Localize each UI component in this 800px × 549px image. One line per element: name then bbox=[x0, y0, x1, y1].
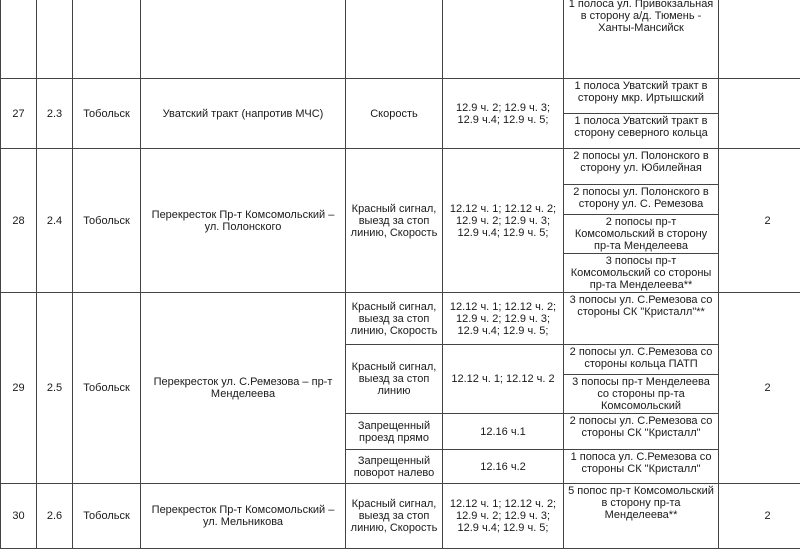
violation-type: Красный сигнал, выезд за стоп линию bbox=[346, 345, 443, 414]
violation-type: Запрещенный проезд прямо bbox=[346, 414, 443, 450]
row-location: Перекресток Пр-т Комсомольский – ул. Полонского bbox=[141, 149, 346, 293]
violation-type: Красный сигнал, выезд за стоп линию, Скорость bbox=[346, 293, 443, 345]
row-number: 30 bbox=[1, 484, 37, 549]
table-row bbox=[1, 0, 800, 79]
article-list: 12.9 ч. 2; 12.9 ч. 3; 12.9 ч.4; 12.9 ч. 5; bbox=[443, 79, 564, 149]
table-row bbox=[1, 149, 800, 185]
violation-type bbox=[346, 0, 443, 79]
row-number: 27 bbox=[1, 79, 37, 149]
article-list: 12.12 ч. 1; 12.12 ч. 2 bbox=[443, 345, 564, 414]
violation-type: Красный сигнал, выезд за стоп линию, Скорость bbox=[346, 149, 443, 293]
lane-description: 3 попосы пр-т Менделеева со стороны пр-та Комсомольский bbox=[564, 375, 719, 414]
lane-description: 1 полоса ул. Привокзальная в сторону а/д. Тюмень - Ханты-Мансийск bbox=[564, 0, 719, 79]
row-city: Тобольск bbox=[73, 79, 141, 149]
lane-description: 5 попос пр-т Комсомольский в сторону пр-та Менделеева** bbox=[564, 484, 719, 549]
camera-count bbox=[719, 0, 800, 79]
table-row bbox=[1, 484, 800, 549]
lane-description: 2 попосы ул. Полонского в сторону ул. Юбилейная bbox=[564, 149, 719, 185]
article-list: 12.16 ч.1 bbox=[443, 414, 564, 450]
row-city: Тобольск bbox=[73, 293, 141, 484]
lane-description: 2 попосы ул. С.Ремезова со стороны СК "Кристалл" bbox=[564, 414, 719, 450]
lane-description: 3 попосы ул. С.Ремезова со стороны СК "Кристалл"** bbox=[564, 293, 719, 345]
row-number: 28 bbox=[1, 149, 37, 293]
row-code: 2.5 bbox=[37, 293, 73, 484]
lane-description: 2 попосы пр-т Комсомольский в сторону пр-та Менделеева bbox=[564, 215, 719, 254]
row-location: Уватский тракт (напротив МЧС) bbox=[141, 79, 346, 149]
article-list: 12.12 ч. 1; 12.12 ч. 2; 12.9 ч. 2; 12.9 ч. 3; 12.9 ч.4; 12.9 ч. 5; bbox=[443, 484, 564, 549]
violation-type: Красный сигнал, выезд за стоп линию, Скорость bbox=[346, 484, 443, 549]
article-list: 12.12 ч. 1; 12.12 ч. 2; 12.9 ч. 2; 12.9 ч. 3; 12.9 ч.4; 12.9 ч. 5; bbox=[443, 293, 564, 345]
article-list: 12.12 ч. 1; 12.12 ч. 2; 12.9 ч. 2; 12.9 ч. 3; 12.9 ч.4; 12.9 ч. 5; bbox=[443, 149, 564, 293]
row-location: Перекресток Пр-т Комсомольский – ул. Мельникова bbox=[141, 484, 346, 549]
table-row bbox=[1, 293, 800, 345]
lane-description: 3 попосы пр-т Комсомольский со стороны пр-та Менделеева** bbox=[564, 254, 719, 293]
lane-description: 1 попоса ул. С.Ремезова со стороны СК "Кристалл" bbox=[564, 450, 719, 484]
article-list bbox=[443, 0, 564, 79]
camera-count bbox=[719, 79, 800, 149]
lane-description: 2 попосы ул. С.Ремезова со стороны кольца ПАТП bbox=[564, 345, 719, 375]
row-code: 2.3 bbox=[37, 79, 73, 149]
lane-description: 1 полоса Уватский тракт в сторону северного кольца bbox=[564, 114, 719, 149]
row-code bbox=[37, 0, 73, 79]
lane-description: 1 полоса Уватский тракт в сторону мкр. Иртышский bbox=[564, 79, 719, 114]
row-code: 2.6 bbox=[37, 484, 73, 549]
camera-count: 2 bbox=[719, 484, 800, 549]
camera-count: 2 bbox=[719, 149, 800, 293]
violation-type: Запрещенный поворот налево bbox=[346, 450, 443, 484]
violation-type: Скорость bbox=[346, 79, 443, 149]
row-number: 29 bbox=[1, 293, 37, 484]
row-number bbox=[1, 0, 37, 79]
row-location bbox=[141, 0, 346, 79]
article-list: 12.16 ч.2 bbox=[443, 450, 564, 484]
table-row bbox=[1, 79, 800, 114]
row-city bbox=[73, 0, 141, 79]
row-location: Перекресток ул. С.Ремезова – пр-т Менделеева bbox=[141, 293, 346, 484]
lane-description: 2 попосы ул. Полонского в сторону ул. С. Ремезова bbox=[564, 185, 719, 215]
row-city: Тобольск bbox=[73, 484, 141, 549]
row-code: 2.4 bbox=[37, 149, 73, 293]
camera-count: 2 bbox=[719, 293, 800, 484]
row-city: Тобольск bbox=[73, 149, 141, 293]
